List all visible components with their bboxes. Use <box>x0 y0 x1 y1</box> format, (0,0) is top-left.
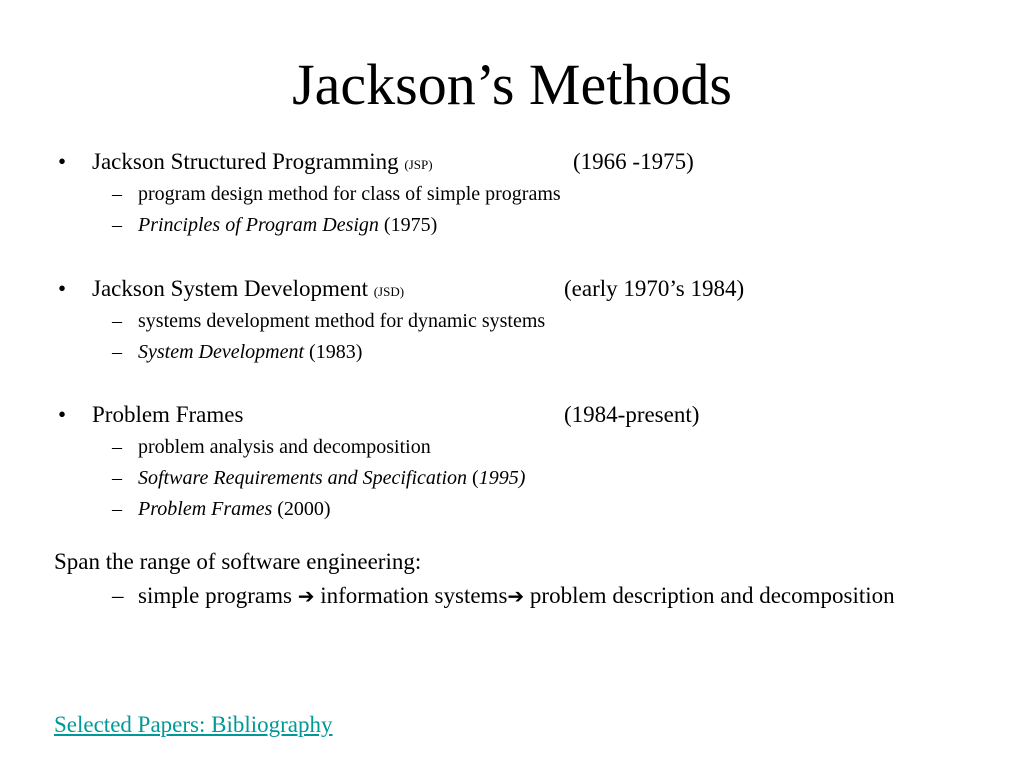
book-title: Software Requirements and Specification <box>138 467 468 489</box>
sub-item-text: systems development method for dynamic systems <box>138 310 546 332</box>
date-range: (1984-present) <box>564 402 700 427</box>
sub-dash: – <box>112 498 122 520</box>
sub-item-text: problem analysis and decomposition <box>138 436 431 458</box>
bullet-marker: • <box>58 276 67 301</box>
date-range: (early 1970’s 1984) <box>564 276 745 301</box>
sub-dash: – <box>112 310 122 332</box>
sub-item-text: Principles of Program Design (1975) <box>138 214 438 236</box>
bullet-marker: • <box>58 149 67 174</box>
bullet-marker: • <box>58 402 67 427</box>
sub-dash: – <box>112 341 122 363</box>
date-range: (1966 -1975) <box>573 149 694 174</box>
abbreviation: (JSD) <box>373 284 405 299</box>
bibliography-link[interactable]: Selected Papers: Bibliography <box>54 712 333 737</box>
book-title: Problem Frames <box>138 498 273 520</box>
sub-item-text: Software Requirements and Specification (1995) <box>138 467 526 489</box>
book-title: System Development <box>138 341 305 363</box>
sub-item-text: program design method for class of simple programs <box>138 183 561 205</box>
bullet-text: Jackson System Development (JSD) <box>92 276 405 301</box>
span-sub-item: simple programs ➔ information systems➔ problem description and decomposition <box>138 583 895 608</box>
sub-dash: – <box>112 214 122 236</box>
book-title: Principles of Program Design <box>138 214 379 236</box>
sub-item-text: System Development (1983) <box>138 341 363 363</box>
slide-title: Jackson’s Methods <box>292 52 732 117</box>
bullet-text: Jackson Structured Programming (JSP) <box>92 149 433 174</box>
bullet-text: Problem Frames <box>92 402 244 427</box>
sub-item-text: Problem Frames (2000) <box>138 498 331 520</box>
sub-dash: – <box>112 467 122 489</box>
span-heading: Span the range of software engineering: <box>54 549 422 574</box>
sub-dash: – <box>112 583 124 608</box>
arrow-right-icon: ➔ <box>507 584 525 608</box>
abbreviation: (JSP) <box>404 157 433 172</box>
sub-dash: – <box>112 436 122 458</box>
sub-dash: – <box>112 183 122 205</box>
arrow-right-icon: ➔ <box>297 584 315 608</box>
